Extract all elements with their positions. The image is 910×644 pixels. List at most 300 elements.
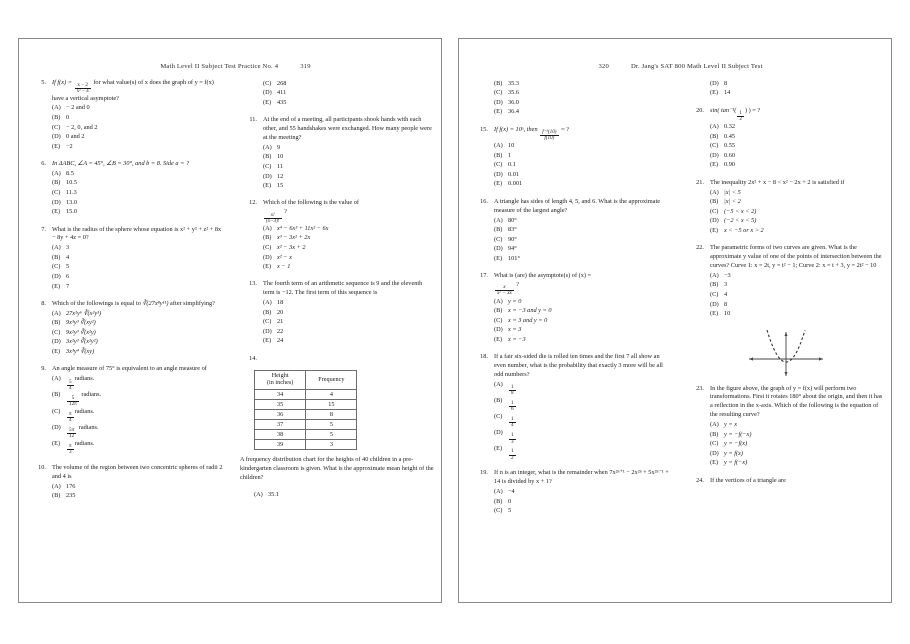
choice-item[interactable]: [494, 99, 669, 108]
choice-label: (D): [52, 423, 61, 431]
table-row: [255, 439, 357, 449]
choice-item[interactable]: [710, 208, 885, 217]
choice-label: (A): [494, 488, 503, 496]
choice-item[interactable]: [710, 142, 885, 151]
choice-text: 101°: [508, 254, 520, 262]
choice-label: (D): [710, 300, 719, 308]
choice-text: − 2 and 0: [66, 104, 90, 112]
question-16-number: 16.: [480, 197, 488, 205]
choice-label: (E): [710, 161, 719, 169]
choice-item[interactable]: [52, 424, 224, 440]
choice-item[interactable]: [710, 123, 885, 132]
cell-height: 38: [255, 429, 306, 439]
choice-label: (A): [263, 143, 272, 151]
choice-text: 268: [277, 79, 287, 87]
choice-text: − 2, 0, and 2: [66, 123, 98, 131]
cell-height: 37: [255, 419, 306, 429]
choice-item[interactable]: [52, 348, 224, 357]
question-24: [687, 477, 885, 487]
question-5: [29, 79, 224, 152]
choice-item[interactable]: [710, 227, 885, 236]
choice-item[interactable]: [52, 391, 224, 407]
question-20-stem-part-a: sin( tan⁻¹(: [710, 106, 737, 114]
choice-item[interactable]: [263, 254, 435, 263]
question-16-choices: [494, 217, 669, 264]
question-8: [29, 300, 224, 357]
choice-label: (A): [263, 299, 272, 307]
choice-item[interactable]: [52, 104, 224, 113]
choice-text: 12: [277, 172, 284, 180]
choice-item[interactable]: [52, 338, 224, 347]
choice-text: 13.0: [66, 198, 78, 206]
choice-item[interactable]: [263, 225, 435, 234]
choice-text: 11: [277, 162, 284, 170]
choice-item[interactable]: [710, 310, 885, 319]
choice-fraction: [509, 417, 516, 428]
choice-label: (B): [710, 132, 719, 140]
choice-item[interactable]: [52, 283, 224, 292]
choice-label: (D): [263, 172, 272, 180]
choice-text: x³ − 3x² + 2x: [277, 234, 311, 242]
choice-text: 35.1: [268, 490, 280, 498]
choice-label: (B): [710, 198, 719, 206]
fraction-numerator: 1: [511, 416, 514, 423]
question-8-number: 8.: [41, 299, 46, 307]
choice-item[interactable]: [494, 381, 669, 397]
choice-label: (B): [52, 391, 61, 399]
choice-text: 0: [66, 113, 70, 121]
choice-label: (B): [263, 234, 272, 242]
choice-label: (D): [494, 245, 503, 253]
choice-item[interactable]: [494, 317, 669, 326]
choice-label: (A): [494, 297, 503, 305]
choice-label: (C): [52, 407, 61, 415]
question-19-continued: [687, 79, 885, 98]
choice-label: (D): [494, 429, 503, 437]
choice-label: (B): [494, 79, 503, 87]
choice-item[interactable]: [52, 329, 224, 338]
choice-label: (D): [710, 217, 719, 225]
question-23: [687, 385, 885, 469]
question-11-stem: At the end of a meeting, all participants shook hands with each other, and 55 handshakes were exchanged. How many people were at the meeting?: [263, 116, 432, 141]
choice-text: 0.1: [508, 161, 516, 169]
question-18-stem: If a fair six-sided die is rolled ten times and the first 7 all show an even number, what is the probability that exactly 3 more will be all odd numbers?: [494, 353, 663, 378]
choice-label: (E): [263, 263, 272, 271]
choice-text: x² − x: [277, 253, 292, 261]
choice-label: (A): [254, 490, 263, 498]
choice-item[interactable]: [263, 182, 435, 191]
choice-item[interactable]: [52, 114, 224, 123]
choice-fraction: [67, 396, 79, 407]
choice-item[interactable]: [263, 299, 435, 308]
choice-text: 176: [66, 482, 76, 490]
fraction-denominator: 4: [69, 384, 72, 391]
choice-item[interactable]: [494, 217, 669, 226]
choice-label: (E): [52, 282, 61, 290]
choice-item[interactable]: [494, 255, 669, 264]
choice-label: (A): [52, 169, 61, 177]
question-12: [240, 199, 435, 272]
choice-item[interactable]: [494, 80, 669, 89]
choice-text: 0.55: [724, 142, 736, 150]
choice-item[interactable]: [710, 133, 885, 142]
choice-text: 0.01: [508, 170, 520, 178]
question-5-fraction-numerator: x − 2: [77, 82, 88, 89]
column-header-frequency: Frequency: [306, 370, 357, 389]
choice-item[interactable]: [494, 413, 669, 429]
choice-item[interactable]: [494, 171, 669, 180]
choice-text: 8.5: [66, 169, 74, 177]
choice-label: (D): [263, 327, 272, 335]
choice-item[interactable]: [710, 80, 885, 89]
question-22-number: 22.: [696, 244, 704, 252]
choice-label: (A): [52, 375, 61, 383]
fraction-numerator: π: [69, 410, 72, 417]
choice-label: (A): [494, 142, 503, 150]
left-header-page-number: 319: [300, 63, 311, 70]
choice-item[interactable]: [494, 507, 669, 516]
choice-label: (C): [710, 142, 719, 150]
choice-item[interactable]: [494, 152, 669, 161]
question-7: [29, 226, 224, 292]
choice-text: 4: [724, 291, 728, 298]
choice-text: 83°: [508, 226, 517, 234]
choice-label: (E): [494, 108, 503, 116]
question-15-fraction: [540, 130, 558, 141]
question-15: [471, 126, 669, 190]
choice-item[interactable]: [263, 89, 435, 98]
choice-label: (E): [52, 439, 61, 447]
choice-item[interactable]: [52, 179, 224, 188]
choice-item[interactable]: [494, 180, 669, 189]
choice-text: 14: [724, 89, 731, 97]
choice-label: (A): [710, 271, 719, 279]
choice-item[interactable]: [52, 133, 224, 142]
fraction-numerator: 1: [511, 384, 514, 391]
question-12-stem-part-b: ?: [282, 208, 287, 216]
choice-item[interactable]: [254, 491, 435, 498]
question-12-choices: [263, 225, 435, 272]
question-19-stem: If n is an integer, what is the remainder when 7x²ⁿ⁺¹ − 2x²ⁿ + 5x²ⁿ⁻¹ + 14 is divided by x + 1?: [494, 469, 669, 486]
question-15-number: 15.: [480, 125, 488, 133]
question-10-choices-continued: [263, 80, 435, 108]
choice-text: y = 0: [508, 297, 522, 305]
question-12-number: 12.: [249, 199, 257, 207]
fraction-denominator: x² − 3x: [497, 290, 512, 297]
table-row: [255, 389, 357, 399]
question-21: [687, 179, 885, 236]
fraction-denominator: 8: [511, 390, 514, 397]
question-9: [29, 365, 224, 455]
question-23-number: 23.: [696, 384, 704, 392]
question-17-fraction: [495, 285, 514, 296]
choice-item[interactable]: [710, 89, 885, 98]
choice-text: 94°: [508, 245, 517, 253]
choice-item[interactable]: [494, 142, 669, 151]
choice-text: 0 and 2: [66, 133, 85, 141]
table-row: [255, 429, 357, 439]
choice-label: (E): [52, 142, 61, 150]
choice-item[interactable]: [494, 326, 669, 335]
question-20-fraction: [737, 111, 744, 122]
choice-item[interactable]: [710, 217, 885, 226]
question-22: [687, 244, 885, 319]
choice-text: (−2 < x < 5): [724, 217, 757, 225]
choice-item[interactable]: [494, 307, 669, 316]
choice-item[interactable]: [494, 397, 669, 413]
choice-text: 15.0: [66, 208, 78, 216]
choice-item[interactable]: [263, 318, 435, 327]
question-17-stem-part-a: What is (are) the asymptote(s) of (x) =: [494, 272, 592, 280]
left-page-running-head: [19, 56, 441, 77]
choice-text: 80°: [508, 216, 517, 224]
choice-label: (A): [494, 380, 503, 388]
question-20-stem-part-b: ) ) = ?: [744, 106, 761, 114]
choice-label: (E): [263, 98, 272, 106]
choice-label: (B): [710, 281, 719, 289]
choice-item[interactable]: [710, 198, 885, 207]
choice-label: (B): [494, 226, 503, 234]
spacer: [240, 79, 263, 108]
choice-label: (C): [494, 235, 503, 243]
choice-item[interactable]: [52, 492, 224, 501]
choice-label: (E): [710, 226, 719, 234]
choice-fraction: [67, 428, 76, 439]
choice-item[interactable]: [710, 281, 885, 290]
question-9-choices: [52, 375, 224, 455]
table-row: [255, 409, 357, 419]
choice-text: 36.0: [508, 98, 520, 106]
choice-text: 3: [724, 281, 728, 289]
choice-text: 3: [66, 244, 70, 252]
choice-item[interactable]: [263, 244, 435, 253]
choice-item[interactable]: [710, 450, 885, 459]
question-6: [29, 160, 224, 217]
choice-text: x⁴ − 6x³ + 11x² − 6x: [277, 224, 329, 232]
question-11-choices: [263, 144, 435, 191]
choice-text: x = 3 and y = 0: [508, 316, 548, 324]
choice-label: (E): [710, 459, 719, 467]
choice-label: (D): [710, 79, 719, 87]
fraction-numerator: x: [503, 284, 506, 291]
choice-text: y = f(−x): [724, 459, 748, 467]
choice-text: |x| < 5: [724, 188, 741, 196]
choice-label: (C): [263, 79, 272, 87]
choice-text: 435: [277, 98, 287, 106]
cell-frequency: 3: [306, 439, 357, 449]
choice-text: 22: [277, 327, 284, 335]
choice-label: (B): [263, 308, 272, 316]
choice-item[interactable]: [52, 189, 224, 198]
choice-item[interactable]: [52, 254, 224, 263]
question-8-choices: [52, 310, 224, 357]
choice-item[interactable]: [52, 208, 224, 217]
question-5-number: 5.: [41, 79, 46, 86]
choice-item[interactable]: [710, 421, 885, 430]
question-5-stem: [52, 79, 224, 103]
choice-item[interactable]: [52, 199, 224, 208]
question-19-choices: [494, 488, 669, 516]
choice-item[interactable]: [494, 108, 669, 117]
choice-item[interactable]: [494, 336, 669, 345]
choice-item[interactable]: [52, 319, 224, 328]
choice-label: (C): [494, 316, 503, 324]
cell-height: 39: [255, 439, 306, 449]
choice-text: radians.: [74, 439, 95, 447]
choice-item[interactable]: [494, 498, 669, 507]
choice-text: 9x²y³ ∛(x²y): [66, 328, 96, 336]
choice-item[interactable]: [710, 291, 885, 300]
question-21-number: 21.: [696, 178, 704, 186]
choice-item[interactable]: [52, 143, 224, 152]
choice-label: (C): [263, 243, 272, 251]
question-13-number: 13.: [249, 280, 257, 288]
choice-item[interactable]: [52, 483, 224, 492]
choice-item[interactable]: [52, 170, 224, 179]
question-8-stem-part-a: Which of the followings is equal to: [52, 299, 143, 307]
choice-item[interactable]: [710, 440, 885, 449]
choice-item[interactable]: [710, 161, 885, 170]
choice-label: (A): [710, 123, 719, 131]
choice-label: (D): [52, 338, 61, 346]
choice-label: (C): [263, 162, 272, 170]
right-page: [458, 38, 892, 603]
choice-item[interactable]: [52, 244, 224, 253]
choice-item[interactable]: [263, 309, 435, 318]
choice-item[interactable]: [710, 431, 885, 440]
choice-item[interactable]: [263, 163, 435, 172]
choice-label: (B): [52, 319, 61, 327]
fraction-denominator: 2: [739, 115, 742, 122]
fraction-denominator: 4: [67, 417, 74, 423]
choice-item[interactable]: [494, 298, 669, 307]
choice-text: 90°: [508, 235, 517, 243]
choice-label: (C): [263, 318, 272, 326]
choice-text: x − 1: [277, 263, 291, 271]
choice-label: (D): [263, 253, 272, 261]
question-5-stem-part-a: If f(x) =: [52, 79, 74, 86]
choice-item[interactable]: [52, 263, 224, 272]
choice-item[interactable]: [263, 173, 435, 182]
choice-item[interactable]: [263, 99, 435, 108]
right-page-running-head: [459, 56, 891, 77]
choice-label: (B): [494, 307, 503, 315]
left-header-title: Math Level II Subject Test Practice No. 4: [160, 63, 279, 70]
choice-item[interactable]: [52, 273, 224, 282]
question-6-number: 6.: [41, 160, 46, 167]
choice-text: 20: [277, 308, 284, 316]
choice-label: (B): [710, 430, 719, 438]
choice-item[interactable]: [263, 337, 435, 346]
choice-item[interactable]: [263, 80, 435, 89]
choice-text: 0.001: [508, 180, 523, 188]
choice-item[interactable]: [494, 429, 669, 445]
choice-text: 3x²y³ ∛(x²y²): [66, 338, 98, 346]
choice-item[interactable]: [263, 263, 435, 272]
question-18: [471, 353, 669, 461]
choice-label: (E): [494, 335, 503, 343]
right-page-column-1: [459, 79, 675, 598]
cell-frequency: 15: [306, 399, 357, 409]
choice-text: −2: [66, 142, 73, 150]
choice-text: 5: [508, 507, 512, 515]
spacer: [687, 79, 710, 98]
choice-item[interactable]: [263, 234, 435, 243]
choice-item[interactable]: [494, 245, 669, 254]
choice-item[interactable]: [263, 328, 435, 337]
choice-text: radians.: [74, 375, 95, 383]
choice-label: (C): [52, 189, 61, 196]
choice-text: 10: [508, 142, 515, 150]
choice-item[interactable]: [52, 375, 224, 391]
question-8-stem: [52, 300, 224, 309]
choice-item[interactable]: [710, 152, 885, 161]
left-page: [18, 38, 442, 603]
choice-label: (E): [710, 89, 719, 97]
fraction-denominator: f(10): [540, 135, 558, 141]
choice-item[interactable]: [710, 272, 885, 281]
choice-item[interactable]: [52, 124, 224, 133]
choice-item[interactable]: [494, 445, 669, 461]
choice-item[interactable]: [52, 440, 224, 456]
choice-label: (D): [263, 89, 272, 97]
choice-text: 10: [724, 310, 731, 318]
question-13: [240, 280, 435, 346]
choice-item[interactable]: [494, 161, 669, 170]
choice-text: 35.6: [508, 89, 520, 97]
choice-label: (C): [52, 263, 61, 271]
choice-item[interactable]: [494, 488, 669, 497]
choice-item[interactable]: [52, 408, 224, 424]
table-header-row: [255, 370, 357, 389]
choice-text: 18: [277, 299, 284, 307]
cell-height: 36: [255, 409, 306, 419]
choice-text: 8: [724, 79, 728, 87]
question-17-choices: [494, 298, 669, 345]
choice-item[interactable]: [494, 226, 669, 235]
choice-item[interactable]: [494, 89, 669, 98]
choice-text: radians.: [78, 423, 99, 431]
fraction-denominator: (x−3)!: [266, 217, 280, 224]
choice-label: (B): [52, 113, 61, 121]
choice-item[interactable]: [710, 301, 885, 310]
choice-item[interactable]: [710, 189, 885, 198]
choice-item[interactable]: [263, 144, 435, 153]
choice-item[interactable]: [710, 459, 885, 468]
question-6-choices: [52, 170, 224, 217]
choice-label: (C): [494, 507, 503, 515]
right-header-page-number: 320: [598, 63, 609, 70]
fraction-numerator: 5: [71, 394, 75, 401]
question-12-stem: [263, 199, 435, 223]
fraction-denominator: 2: [511, 454, 514, 461]
choice-label: (D): [52, 198, 61, 206]
choice-item[interactable]: [494, 236, 669, 245]
choice-label: (E): [52, 348, 61, 355]
question-18-choices: [494, 381, 669, 461]
choice-label: (E): [494, 180, 503, 188]
choice-text: y = f(x): [724, 449, 743, 457]
parabola-graph: [743, 328, 829, 380]
choice-label: (B): [494, 151, 503, 159]
choice-label: (A): [52, 482, 61, 490]
choice-item[interactable]: [263, 153, 435, 162]
choice-text: −4: [508, 488, 515, 496]
choice-label: (C): [710, 440, 719, 448]
question-8-stem-part-b: after simplifying?: [168, 299, 215, 307]
choice-item[interactable]: [52, 310, 224, 319]
question-11-number: 11.: [249, 116, 257, 124]
